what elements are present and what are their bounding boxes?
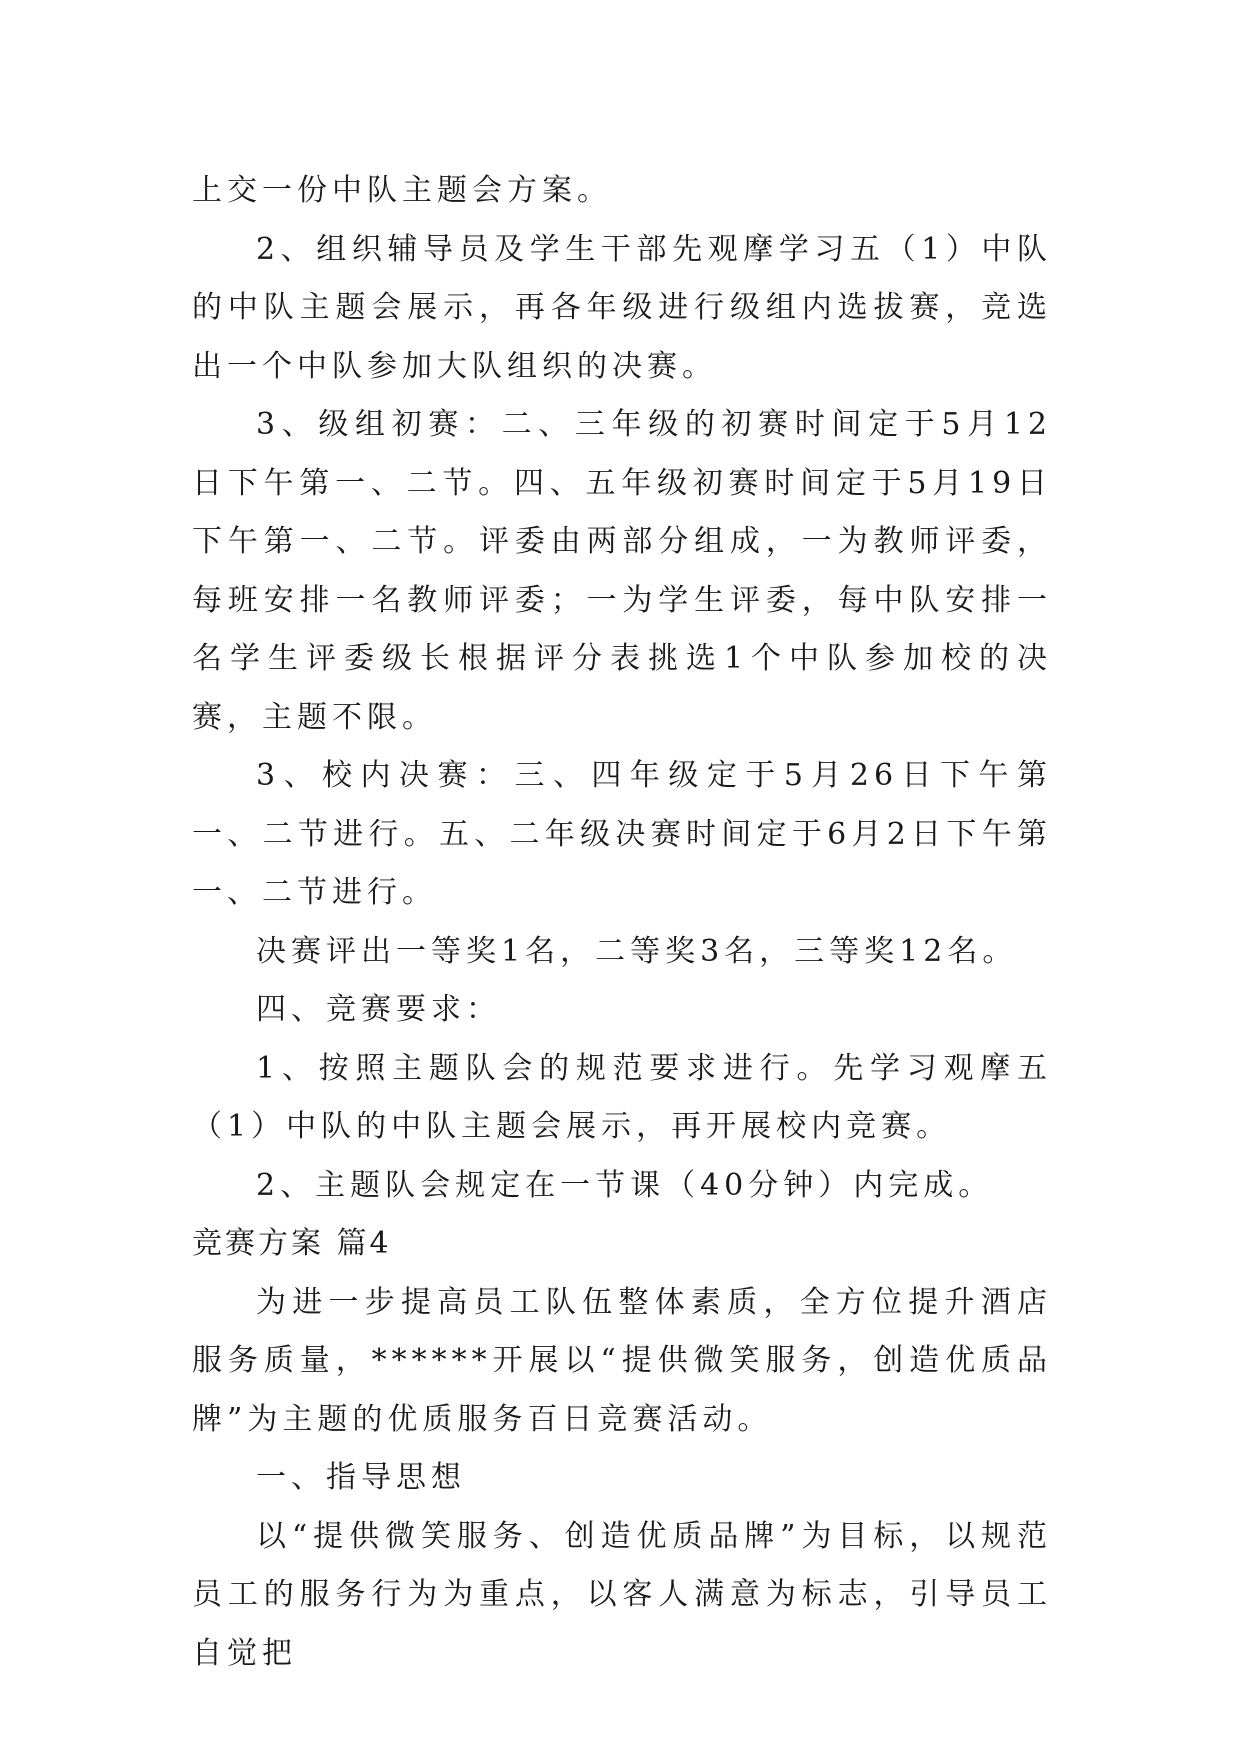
paragraph-requirement-2: 2、主题队会规定在一节课（40分钟）内完成。 bbox=[256, 1167, 994, 1203]
paragraph-guiding-heading: 一、指导思想 bbox=[256, 1460, 466, 1495]
paragraph-guiding-text: 以“提供微笑服务、创造优质品牌”为目标，以规范员工的服务行为为重点，以客人满意为标志，引导员工自觉把 bbox=[192, 1518, 1052, 1671]
document-page bbox=[192, 162, 1052, 1683]
section-heading: 竞赛方案 篇4 bbox=[192, 1226, 392, 1261]
paragraph-item-3-final: 3、校内决赛：三、四年级定于5月26日下午第一、二节进行。五、二年级决赛时间定于6月2日下午第一、二节进行。 bbox=[192, 758, 1052, 910]
paragraph-section-requirements: 四、竞赛要求： bbox=[256, 992, 501, 1027]
paragraph-intro-2: 为进一步提高员工队伍整体素质，全方位提升酒店服务质量，******开展以“提供微笑服务，创造优质品牌”为主题的优质服务百日竞赛活动。 bbox=[192, 1284, 1052, 1437]
paragraph-requirement-1: 1、按照主题队会的规范要求进行。先学习观摩五（1）中队的中队主题会展示，再开展校内竞赛。 bbox=[192, 1050, 1052, 1144]
paragraph-awards: 决赛评出一等奖1名，二等奖3名，三等奖12名。 bbox=[256, 933, 1018, 969]
paragraph-item-2: 2、组织辅导员及学生干部先观摩学习五（1）中队的中队主题会展示，再各年级进行级组内选拔赛，竞选出一个中队参加大队组织的决赛。 bbox=[192, 231, 1052, 384]
paragraph-item-3-preliminary: 3、级组初赛：二、三年级的初赛时间定于5月12日下午第一、二节。四、五年级初赛时间定于5月19日下午第一、二节。评委由两部分组成，一为教师评委，每班安排一名教师评委；一为学生评委，每中队安排一名学生评委级长根据评分表挑选1个中队参加校的决赛，主题不限。 bbox=[192, 407, 1052, 735]
paragraph-intro: 上交一份中队主题会方案。 bbox=[192, 173, 612, 208]
